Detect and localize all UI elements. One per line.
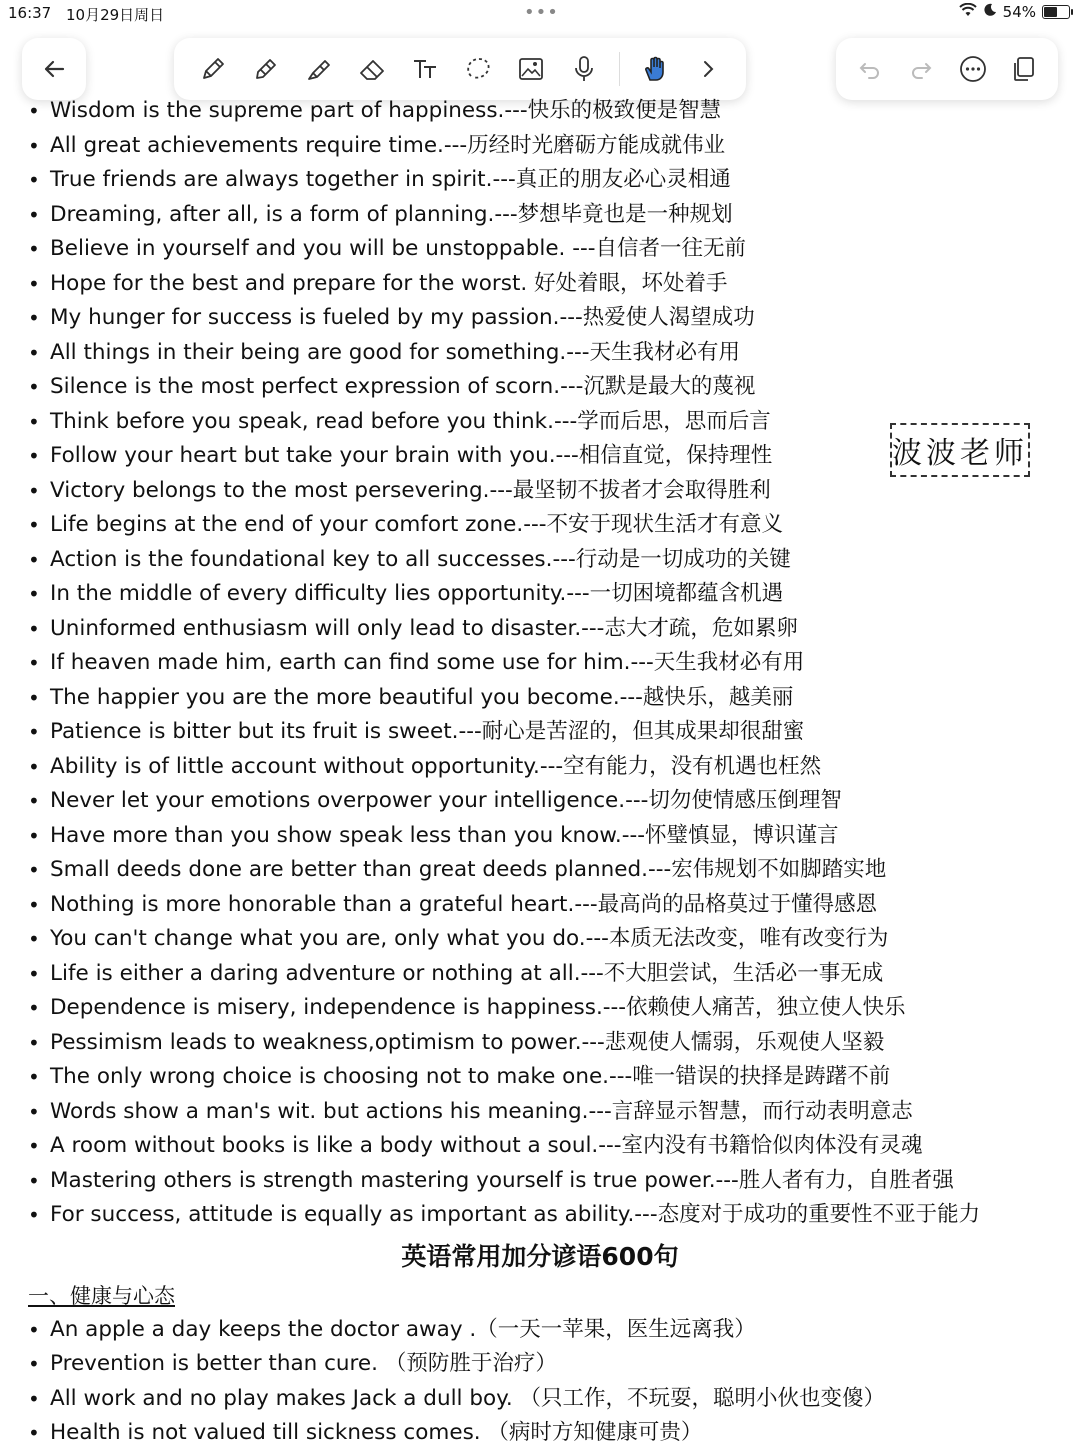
quote-item-text: Small deeds done are better than great deeds planned.---宏伟规划不如脚踏实地: [50, 857, 887, 882]
quote-item-text: For success, attitude is equally as important as ability.---态度对于成功的重要性不亚于能力: [50, 1202, 981, 1227]
quote-item: [0, 474, 1080, 509]
proverb-item-text: All work and no play makes Jack a dull boy. （只工作，不玩耍，聪明小伙也变傻）: [50, 1385, 885, 1411]
quote-item-text: In the middle of every difficulty lies opportunity.---一切困境都蕴含机遇: [50, 581, 784, 606]
proverb-item: [0, 1347, 1080, 1382]
bullet-icon: •: [28, 409, 40, 434]
quote-item-text: Victory belongs to the most persevering.---最坚韧不拔者才会取得胜利: [50, 477, 771, 503]
lasso-icon[interactable]: [460, 51, 496, 87]
bullet-icon: •: [28, 1030, 40, 1055]
document-actions-toolbar: [836, 38, 1058, 100]
quote-item: [0, 163, 1080, 198]
quote-item-text: Mastering others is strength mastering yourself is true power.---胜人者有力，自胜者强: [50, 1167, 954, 1193]
quote-item: [0, 267, 1080, 302]
bullet-icon: •: [28, 582, 40, 606]
quote-item: [0, 129, 1080, 164]
bullet-icon: •: [28, 720, 40, 744]
drawing-toolbar: [174, 38, 746, 100]
multitasking-dots-icon[interactable]: •••: [524, 2, 559, 23]
bullet-icon: •: [28, 340, 40, 365]
eraser-icon[interactable]: [354, 51, 390, 87]
quote-item-text: Follow your heart but take your brain with you.---相信直觉，保持理性: [50, 443, 773, 468]
bullet-icon: •: [28, 685, 40, 710]
undo-icon[interactable]: [852, 51, 888, 87]
quote-item: [0, 819, 1080, 854]
quote-item-text: If heaven made him, earth can find some use for him.---天生我材必有用: [50, 650, 805, 675]
quote-item-text: A room without books is like a body without a soul.---室内没有书籍恰似肉体没有灵魂: [50, 1133, 923, 1158]
text-tool-icon[interactable]: [407, 51, 443, 87]
bullet-icon: •: [28, 927, 40, 951]
proverb-item-text: Prevention is better than cure. （预防胜于治疗）: [50, 1351, 557, 1376]
bullet-icon: •: [28, 1386, 40, 1411]
quote-item: [0, 750, 1080, 785]
quote-item-text: Never let your emotions overpower your intelligence.---切勿使情感压倒理智: [50, 788, 842, 813]
bullet-icon: •: [28, 1134, 40, 1158]
bullet-icon: •: [28, 616, 40, 641]
quote-item-text: Patience is bitter but its fruit is sweet.---耐心是苦涩的，但其成果却很甜蜜: [50, 719, 805, 744]
proverb-item: [0, 1382, 1080, 1417]
quote-item: [0, 543, 1080, 578]
toolbar-divider: [619, 52, 620, 86]
bullet-icon: •: [28, 1203, 40, 1227]
quote-item-text: The only wrong choice is choosing not to make one.---唯一错误的抉择是踌躇不前: [50, 1064, 891, 1089]
bullet-icon: •: [28, 444, 40, 468]
arrow-left-icon: [36, 51, 72, 87]
quote-item: [0, 1060, 1080, 1095]
bullet-icon: •: [28, 961, 40, 986]
quote-item-text: Silence is the most perfect expression of scorn.---沉默是最大的蔑视: [50, 374, 756, 399]
quote-item: [0, 646, 1080, 681]
quote-item-text: Have more than you show speak less than you know.---怀璧慎显，博识谨言: [50, 822, 839, 848]
bullet-icon: •: [28, 168, 40, 192]
quote-item-text: Action is the foundational key to all successes.---行动是一切成功的关键: [50, 546, 791, 572]
main-heading: 英语常用加分谚语600句: [401, 1241, 679, 1271]
bullet-icon: •: [28, 996, 40, 1020]
bullet-icon: •: [28, 823, 40, 848]
more-icon[interactable]: [955, 51, 991, 87]
quote-item-text: Dependence is misery, independence is happiness.---依赖使人痛苦，独立使人快乐: [50, 995, 906, 1020]
microphone-icon[interactable]: [566, 51, 602, 87]
quote-item-text: Think before you speak, read before you think.---学而后思，思而后言: [50, 408, 771, 434]
quote-list: [0, 94, 1080, 1233]
bullet-icon: •: [28, 1352, 40, 1376]
quote-item-text: Believe in yourself and you will be unstoppable. ---自信者一往无前: [50, 236, 746, 261]
note-page[interactable]: [0, 94, 1080, 1451]
quote-item: [0, 577, 1080, 612]
wifi-icon: [959, 3, 977, 21]
bullet-icon: •: [28, 1421, 40, 1445]
bullet-icon: •: [28, 754, 40, 779]
bullet-icon: •: [28, 858, 40, 882]
quote-item: [0, 336, 1080, 371]
quote-item-text: You can't change what you are, only what you do.---本质无法改变，唯有改变行为: [50, 926, 889, 951]
bullet-icon: •: [28, 375, 40, 399]
quote-item-text: Words show a man's wit. but actions his meaning.---言辞显示智慧，而行动表明意志: [50, 1098, 913, 1124]
hand-gesture-icon[interactable]: [637, 51, 673, 87]
quote-item-text: All great achievements require time.---历经时光磨砺方能成就伟业: [50, 132, 726, 158]
quote-item: [0, 94, 1080, 129]
quote-item: [0, 1129, 1080, 1164]
bullet-icon: •: [28, 789, 40, 813]
proverb-item-text: Health is not valued till sickness comes. （病时方知健康可贵）: [50, 1420, 703, 1445]
pen-icon[interactable]: [248, 51, 284, 87]
quote-item-text: Dreaming, after all, is a form of planning.---梦想毕竟也是一种规划: [50, 201, 733, 227]
teacher-stamp: 波波老师: [890, 423, 1030, 477]
quote-item: [0, 681, 1080, 716]
pencil-icon[interactable]: [195, 51, 231, 87]
proverb-item-text: An apple a day keeps the doctor away .（一天一苹果，医生远离我）: [50, 1316, 756, 1342]
quote-item-text: Hope for the best and prepare for the worst. 好处着眼，坏处着手: [50, 270, 728, 296]
proverb-list: [0, 1313, 1080, 1451]
quote-item: [0, 922, 1080, 957]
bullet-icon: •: [28, 478, 40, 503]
bullet-icon: •: [28, 99, 40, 123]
bullet-icon: •: [28, 237, 40, 261]
quote-item: [0, 612, 1080, 647]
quote-item: [0, 957, 1080, 992]
bullet-icon: •: [28, 1065, 40, 1089]
status-time: 16:37: [8, 4, 52, 22]
quote-item: [0, 301, 1080, 336]
quote-item: [0, 198, 1080, 233]
battery-icon: [1042, 5, 1070, 19]
quote-item: [0, 370, 1080, 405]
quote-item: [0, 784, 1080, 819]
quote-item: [0, 1026, 1080, 1061]
quote-item: [0, 991, 1080, 1026]
pages-icon[interactable]: [1006, 51, 1042, 87]
highlighter-icon[interactable]: [301, 51, 337, 87]
bullet-icon: •: [28, 271, 40, 296]
quote-item: [0, 715, 1080, 750]
quote-item-text: Nothing is more honorable than a grateful heart.---最高尚的品格莫过于懂得感恩: [50, 891, 878, 917]
redo-icon[interactable]: [903, 51, 939, 87]
quote-item: [0, 853, 1080, 888]
quote-item-text: Ability is of little account without opportunity.---空有能力，没有机遇也枉然: [50, 753, 822, 779]
proverb-item: [0, 1313, 1080, 1348]
battery-fill: [1044, 7, 1057, 17]
battery-percent: 54%: [1002, 3, 1036, 21]
bullet-icon: •: [28, 892, 40, 917]
bullet-icon: •: [28, 1099, 40, 1124]
bullet-icon: •: [28, 1317, 40, 1342]
quote-item: [0, 508, 1080, 543]
quote-item-text: Life begins at the end of your comfort zone.---不安于现状生活才有意义: [50, 512, 784, 537]
do-not-disturb-moon-icon: [983, 3, 997, 21]
quote-item: [0, 1198, 1080, 1233]
quote-item-text: All things in their being are good for something.---天生我材必有用: [50, 339, 741, 365]
bullet-icon: •: [28, 513, 40, 537]
bullet-icon: •: [28, 1168, 40, 1193]
status-bar: [0, 0, 1080, 28]
chevron-right-icon[interactable]: [690, 51, 726, 87]
bullet-icon: •: [28, 202, 40, 227]
quote-item: [0, 1164, 1080, 1199]
quote-item: [0, 232, 1080, 267]
quote-item: [0, 888, 1080, 923]
quote-item-text: My hunger for success is fueled by my passion.---热爱使人渴望成功: [50, 305, 755, 330]
bullet-icon: •: [28, 133, 40, 158]
quote-item-text: Life is either a daring adventure or nothing at all.---不大胆尝试，生活必一事无成: [50, 960, 884, 986]
quote-item-text: Wisdom is the supreme part of happiness.---快乐的极致便是智慧: [50, 98, 722, 123]
bullet-icon: •: [28, 651, 40, 675]
proverb-item: [0, 1416, 1080, 1451]
bullet-icon: •: [28, 306, 40, 330]
status-right: [959, 3, 1070, 21]
quote-item-text: Uninformed enthusiasm will only lead to disaster.---志大才疏，危如累卵: [50, 615, 798, 641]
image-icon[interactable]: [513, 51, 549, 87]
quote-item: [0, 1095, 1080, 1130]
back-button[interactable]: [22, 38, 86, 100]
bullet-icon: •: [28, 547, 40, 572]
quote-item-text: Pessimism leads to weakness,optimism to power.---悲观使人懦弱，乐观使人坚毅: [50, 1029, 885, 1055]
status-date: 10月29日周日: [66, 6, 165, 24]
quote-item-text: True friends are always together in spirit.---真正的朋友必心灵相通: [50, 167, 731, 192]
section-heading: 一、健康与心态: [28, 1283, 175, 1308]
quote-item-text: The happier you are the more beautiful you become.---越快乐，越美丽: [50, 684, 794, 710]
